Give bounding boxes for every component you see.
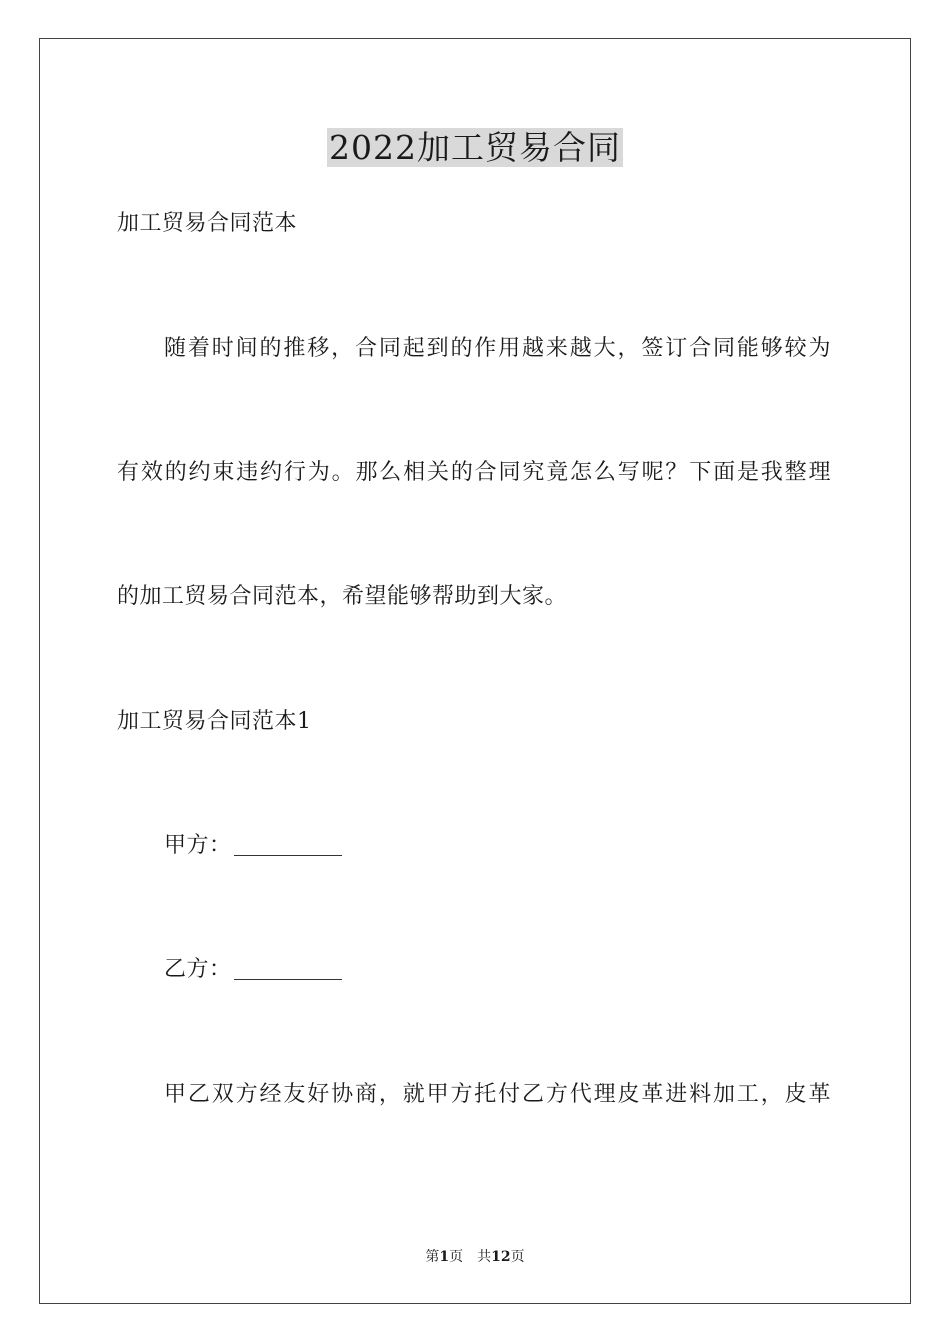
body-line-1: 甲乙双方经友好协商，就甲方托付乙方代理皮革进料加工，皮革: [164, 1082, 831, 1107]
page-footer: [0, 1247, 950, 1267]
party-a-label: 甲方：: [164, 833, 232, 858]
section-heading: 加工贸易合同范本1: [117, 709, 312, 734]
footer-page-total: 12: [491, 1249, 511, 1265]
document-title: [0, 126, 950, 170]
footer-page-prefix: 第: [425, 1249, 440, 1265]
party-b-label: 乙方：: [164, 957, 232, 982]
party-b-row: [164, 955, 342, 985]
footer-total-suffix: 页: [510, 1249, 525, 1265]
document-subtitle: 加工贸易合同范本: [117, 211, 298, 236]
document-title-text: 2022加工贸易合同: [329, 128, 621, 167]
intro-line-2: 有效的约束违约行为。那么相关的合同究竟怎么写呢？下面是我整理: [117, 460, 831, 485]
intro-line-3: 的加工贸易合同范本，希望能够帮助到大家。: [117, 584, 568, 609]
footer-total-prefix: 共: [477, 1249, 492, 1265]
footer-page-current: 1: [439, 1249, 450, 1265]
party-a-blank[interactable]: [234, 833, 342, 856]
party-b-blank[interactable]: [234, 957, 342, 980]
footer-page-suffix: 页: [449, 1249, 464, 1265]
party-a-row: [164, 831, 342, 861]
intro-line-1: 随着时间的推移，合同起到的作用越来越大，签订合同能够较为: [164, 336, 831, 361]
